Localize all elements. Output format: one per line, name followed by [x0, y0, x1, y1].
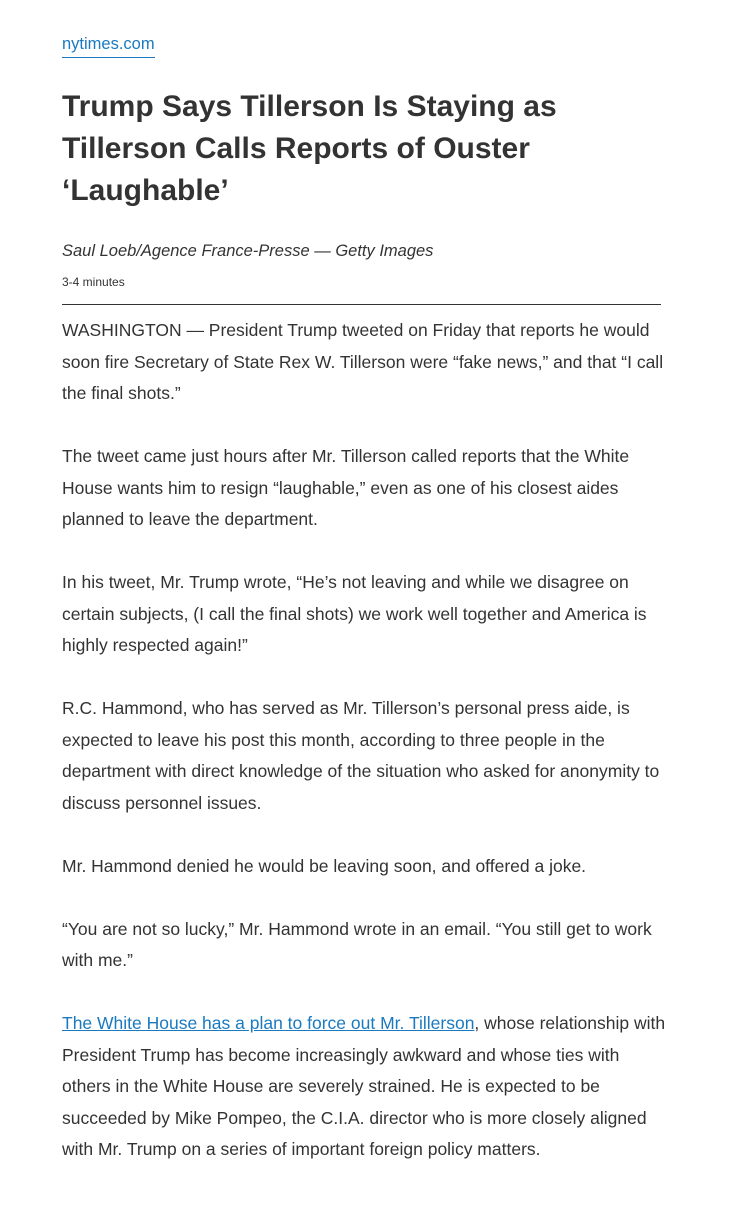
- source-domain-link[interactable]: nytimes.com: [62, 34, 155, 58]
- paragraph-with-link: [62, 1008, 672, 1166]
- article-body: [62, 315, 672, 1197]
- paragraph: The tweet came just hours after Mr. Tillerson called reports that the White House wants him to resign “laughable,” even as one of his closest aides planned to leave the department.: [62, 446, 630, 529]
- paragraph: R.C. Hammond, who has served as Mr. Tillerson’s personal press aide, is expected to leave his post this month, according to three people in the department with direct knowledge of the situation who asked for anonymity to discuss personnel issues.: [62, 698, 660, 813]
- white-house-plan-link[interactable]: The White House has a plan to force out Mr. Tillerson: [62, 1013, 475, 1033]
- article-title: Trump Says Tillerson Is Staying as Tillerson Calls Reports of Ouster ‘Laughable’: [62, 90, 557, 207]
- paragraph: WASHINGTON — President Trump tweeted on Friday that reports he would soon fire Secretary of State Rex W. Tillerson were “fake news,” and that “I call the final shots.”: [62, 320, 664, 403]
- paragraph: In his tweet, Mr. Trump wrote, “He’s not leaving and while we disagree on certain subjects, (I call the final shots) we work well together and America is highly respected again!”: [62, 572, 647, 655]
- paragraph-text: , whose relationship with President Trump has become increasingly awkward and whose ties with others in the White House are severely strained. He is expected to be succeeded by Mike Pompeo, the C.I.A. director who is more closely aligned with Mr. Trump on a series of important foreign policy matters.: [62, 1013, 666, 1159]
- image-credit: Saul Loeb/Agence France-Presse — Getty Images: [62, 242, 434, 260]
- divider: [62, 304, 661, 305]
- read-time: 3-4 minutes: [62, 275, 125, 289]
- paragraph: “You are not so lucky,” Mr. Hammond wrote in an email. “You still get to work with me.”: [62, 918, 652, 970]
- paragraph: Mr. Hammond denied he would be leaving soon, and offered a joke.: [62, 855, 587, 876]
